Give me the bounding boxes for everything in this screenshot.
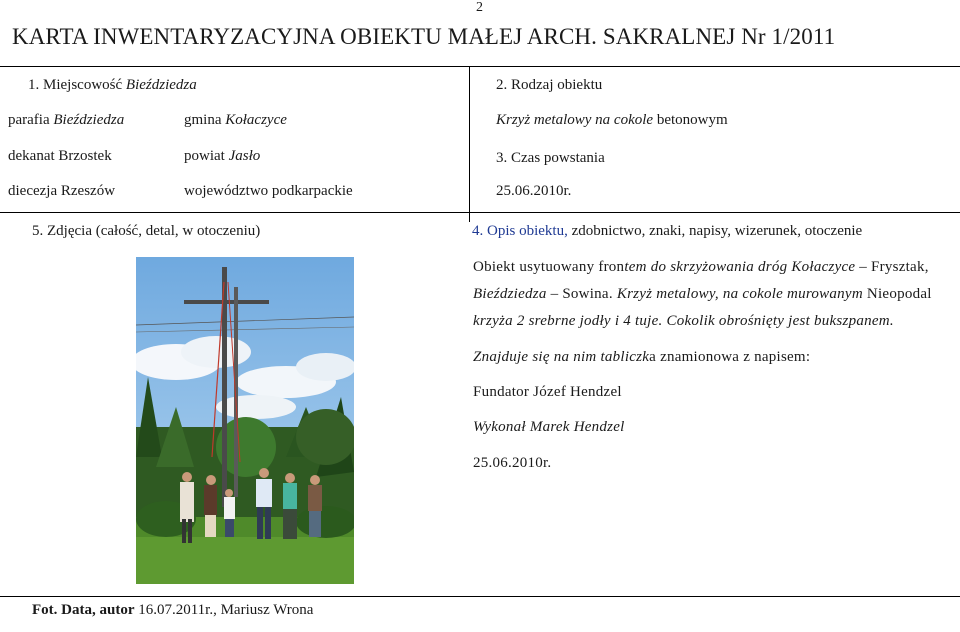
object-type-italic: Krzyż metalowy na cokole (496, 112, 654, 128)
photos-heading (32, 223, 260, 240)
left-section-rule (0, 212, 469, 213)
description-text-italic: Krzyż metalowy, na cokole murowanym (616, 286, 863, 302)
dekanat-field: dekanat Brzostek (8, 148, 112, 164)
parafia-label: parafia (8, 112, 54, 128)
description-text-italic: Bieździedza (473, 286, 547, 302)
right-section-rule (469, 212, 960, 213)
column-divider (469, 66, 470, 222)
photo-credit (32, 602, 313, 619)
photos-heading-bold: 5. Zdjęcia (32, 223, 92, 239)
description-text-italic: Znajduje się na nim tabliczk (473, 349, 650, 365)
gmina-label: gmina (184, 112, 226, 128)
description-line-1 (473, 259, 929, 276)
header-rule (0, 66, 960, 67)
photo-credit-value: 16.07.2011r., Mariusz Wrona (134, 602, 314, 618)
photo-illustration (136, 257, 354, 584)
description-heading (472, 223, 862, 240)
miejscowosc-field (28, 77, 197, 94)
description-text: Nieopodal (862, 286, 932, 302)
description-heading-bold: 4. Opis obiektu, (472, 223, 568, 239)
footer-rule (0, 596, 960, 597)
gmina-field (184, 112, 287, 129)
description-line-7: 25.06.2010r. (473, 455, 552, 471)
description-text: – Frysztak, (855, 259, 929, 275)
page-title (12, 24, 835, 50)
page-number: 2 (476, 0, 483, 15)
description-text: – Sowina. (546, 286, 617, 302)
description-text-italic: krzyża 2 srebrne jodły i 4 tuje. Cokolik obrośnięty jest bukszpanem. (473, 313, 894, 329)
miejscowosc-label: 1. Miejscowość (28, 77, 126, 93)
miejscowosc-value: Bieździedza (125, 77, 197, 93)
title-number: 1/2011 (771, 24, 836, 49)
description-line-5: Fundator Józef Hendzel (473, 384, 622, 400)
object-type-rest: betonowym (653, 112, 728, 128)
description-line-6 (473, 419, 625, 436)
creation-time-heading: 3. Czas powstania (496, 150, 605, 166)
object-type-heading: 2. Rodzaj obiektu (496, 77, 603, 93)
parafia-field (8, 112, 124, 129)
description-line-4 (473, 349, 810, 366)
powiat-value: Jasło (228, 148, 261, 164)
description-line-3 (473, 313, 894, 330)
creation-time-value: 25.06.2010r. (496, 183, 572, 199)
wojewodztwo-field: województwo podkarpackie (184, 183, 353, 199)
diecezja-field: diecezja Rzeszów (8, 183, 116, 199)
photo-credit-label: Fot. Data, autor (32, 602, 135, 618)
gmina-value: Kołaczyce (225, 112, 287, 128)
photos-heading-rest: (całość, detal, w otoczeniu) (91, 223, 261, 239)
powiat-label: powiat (184, 148, 229, 164)
object-photo (136, 257, 354, 584)
powiat-field (184, 148, 260, 165)
description-text: Obiekt usytuowany fron (473, 259, 625, 275)
description-line-2 (473, 286, 932, 303)
object-type-value (496, 112, 728, 129)
title-text: KARTA INWENTARYZACYJNA OBIEKTU MAŁEJ ARCH. SAKRALNEJ Nr (12, 24, 772, 49)
description-text-italic: Wykonał Marek Hendzel (473, 419, 625, 435)
description-text-italic: tem do skrzyżowania dróg Kołaczyce (624, 259, 856, 275)
parafia-value: Bieździedza (53, 112, 125, 128)
description-text: a znamionowa z napisem: (649, 349, 811, 365)
description-heading-rest: zdobnictwo, znaki, napisy, wizerunek, otoczenie (567, 223, 863, 239)
